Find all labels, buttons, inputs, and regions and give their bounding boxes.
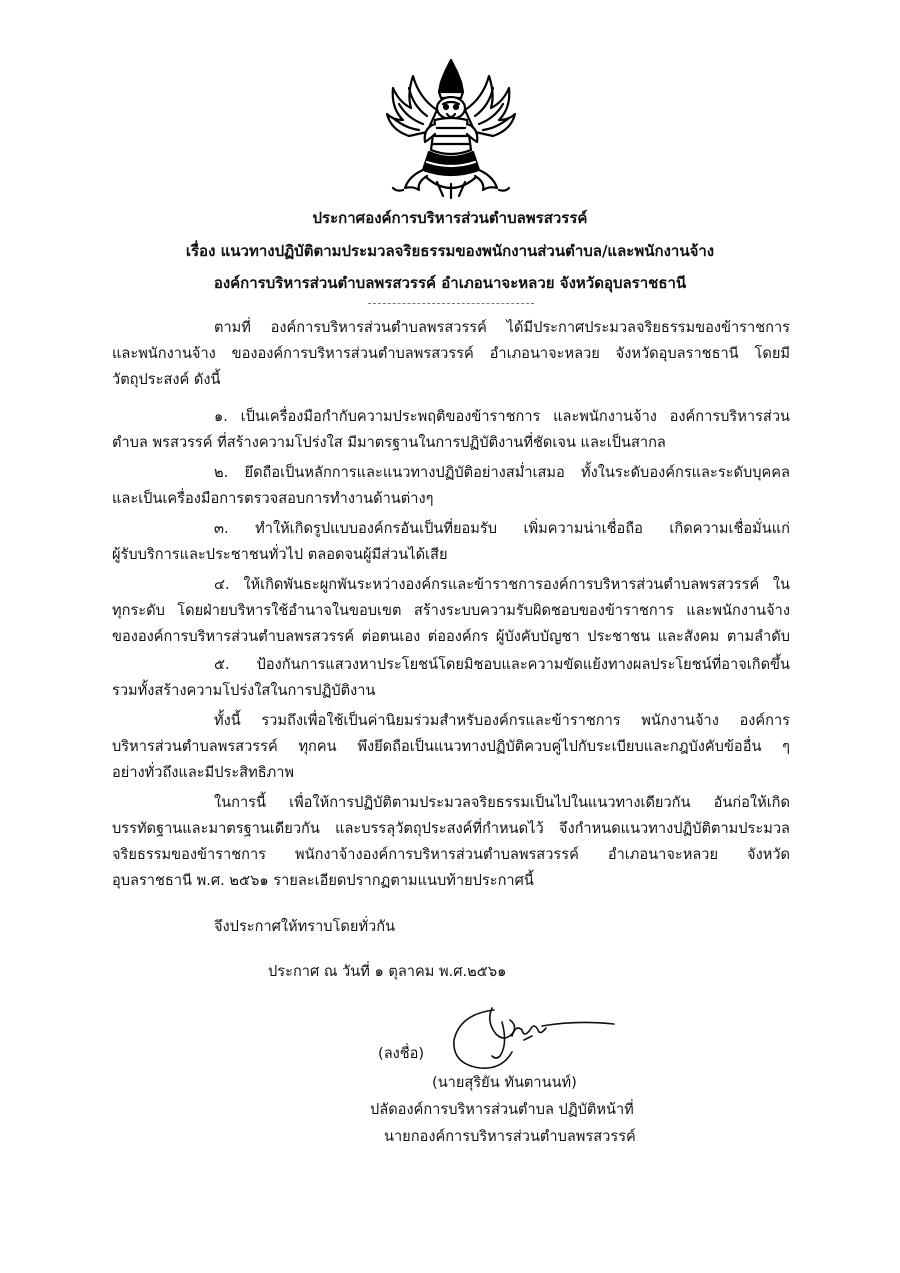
announcement-subject: เรื่อง แนวทางปฏิบัติตามประมวลจริยธรรมของพนักงานส่วนตำบล/และพนักงานจ้าง: [185, 242, 715, 260]
body-line: ตามที่ องค์การบริหารส่วนตำบลพรสวรรค์ ได้มีประกาศประมวลจริยธรรมของข้าราชการ: [214, 319, 790, 336]
objective-item-2: ๒. ยึดถือเป็นหลักการและแนวทางปฏิบัติอย่างสม่ำเสมอ ทั้งในระดับองค์กรและระดับบุคคล: [214, 464, 790, 481]
garuda-emblem-icon: [383, 58, 519, 200]
body-line: อย่างทั่วถึงและมีประสิทธิภาพ: [112, 764, 295, 781]
body-line: บรรทัดฐานและมาตรฐานเดียวกัน และบรรลุวัตถุประสงค์ที่กำหนดไว้ จึงกำหนดแนวทางปฏิบัติตามประมวล: [112, 820, 790, 837]
body-line: และพนักงานจ้าง ขององค์การบริหารส่วนตำบลพรสวรรค์ อำเภอนาจะหลวย จังหวัดอุบลราชธานี โดยมี: [112, 345, 790, 362]
closing-statement: จึงประกาศให้ทราบโดยทั่วกัน: [214, 918, 396, 935]
announcement-date: ประกาศ ณ วันที่ ๑ ตุลาคม พ.ศ.๒๕๖๑: [268, 963, 507, 980]
body-line: รวมทั้งสร้างความโปร่งใสในการปฏิบัติงาน: [112, 682, 376, 699]
body-line: ผู้รับบริการและประชาชนทั่วไป ตลอดจนผู้มีส่วนได้เสีย: [112, 546, 448, 563]
header-divider: [368, 303, 534, 304]
body-line: ทุกระดับ โดยฝ่ายบริหารใช้อำนาจในขอบเขต สร้างระบบความรับผิดชอบของข้าราชการ และพนักงานจ้าง: [112, 602, 790, 619]
body-line: วัตถุประสงค์ ดังนี้: [112, 371, 221, 388]
signatory-name: (นายสุริยัน ทันตานนท์): [432, 1074, 577, 1091]
objective-item-3: ๓. ทำให้เกิดรูปแบบองค์กรอันเป็นที่ยอมรับ เพิ่มความน่าเชื่อถือ เกิดความเชื่อมั่นแก่: [214, 520, 790, 537]
objective-item-1: ๑. เป็นเครื่องมือกำกับความประพฤติของข้าราชการ และพนักงานจ้าง องค์การบริหารส่วน: [214, 408, 790, 425]
signature-label: (ลงชื่อ): [378, 1045, 425, 1062]
signatory-acting-position: นายกองค์การบริหารส่วนตำบลพรสวรรค์: [384, 1128, 636, 1145]
objective-item-4: ๔. ให้เกิดพันธะผูกพันระหว่างองค์กรและข้าราชการองค์การบริหารส่วนตำบลพรสวรรค์ ใน: [214, 576, 790, 593]
body-line: อุบลราชธานี พ.ศ. ๒๕๖๑ รายละเอียดปรากฏตามแนบท้ายประกาศนี้: [112, 872, 534, 889]
body-line: ขององค์การบริหารส่วนตำบลพรสวรรค์ ต่อตนเอง ต่อองค์กร ผู้บังคับบัญชา ประชาชน และสังคม ตามลำดับ: [112, 628, 790, 645]
signatory-position: ปลัดองค์การบริหารส่วนตำบล ปฏิบัติหน้าที่: [370, 1101, 634, 1118]
body-line: จริยธรรมของข้าราชการ พนักงาจ้างองค์การบริหารส่วนตำบลพรสวรรค์ อำเภอนาจะหลวย จังหวัด: [112, 846, 790, 863]
body-line: ทั้งนี้ รวมถึงเพื่อใช้เป็นค่านิยมร่วมสำหรับองค์กรและข้าราชการ พนักงานจ้าง องค์การ: [214, 712, 790, 729]
body-line: ตำบล พรสวรรค์ ที่สร้างความโปร่งใส มีมาตรฐานในการปฏิบัติงานที่ชัดเจน และเป็นสากล: [112, 434, 666, 451]
announcement-title: ประกาศองค์การบริหารส่วนตำบลพรสวรรค์: [312, 209, 588, 227]
body-line: บริหารส่วนตำบลพรสวรรค์ ทุกคน พึงยึดถือเป็นแนวทางปฏิบัติควบคู่ไปกับระเบียบและกฎบังคับข้ออื่น ๆ: [112, 738, 790, 755]
body-line: ในการนี้ เพื่อให้การปฏิบัติตามประมวลจริยธรรมเป็นไปในแนวทางเดียวกัน อันก่อให้เกิด: [214, 794, 790, 811]
objective-item-5: ๕. ป้องกันการแสวงหาประโยชน์โดยมิชอบและความขัดแย้งทางผลประโยชน์ที่อาจเกิดขึ้น: [214, 656, 790, 673]
body-line: และเป็นเครื่องมือการตรวจสอบการทำงานด้านต่างๆ: [112, 490, 434, 507]
handwritten-signature: [446, 1000, 616, 1074]
organization-line: องค์การบริหารส่วนตำบลพรสวรรค์ อำเภอนาจะหลวย จังหวัดอุบลราชธานี: [213, 274, 687, 292]
